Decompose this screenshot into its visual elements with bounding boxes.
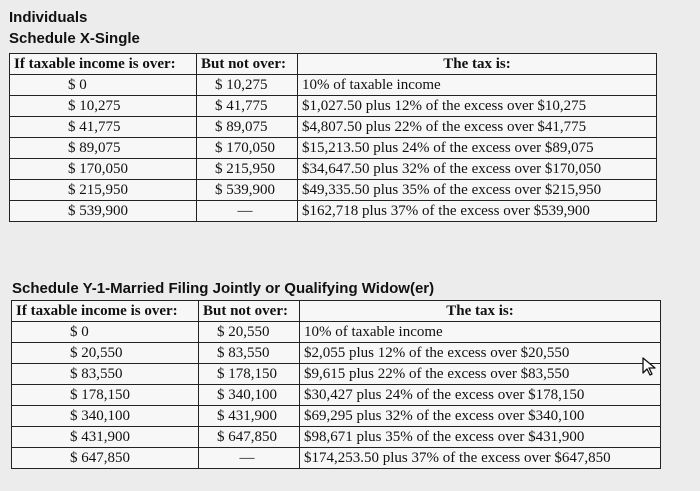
mouse-pointer-icon — [640, 354, 664, 378]
page-heading: Individuals — [9, 9, 88, 26]
table-row — [10, 75, 657, 96]
cell-not-over: $ 340,100 — [199, 385, 300, 406]
header-not-over: But not over: — [197, 54, 298, 75]
table-row — [10, 159, 657, 180]
cell-not-over: $ 20,550 — [199, 322, 300, 343]
table-row — [12, 448, 661, 469]
cell-over: $ 431,900 — [12, 427, 199, 448]
table-row — [12, 427, 661, 448]
cell-tax: $174,253.50 plus 37% of the excess over $647,850 — [300, 448, 661, 469]
cell-not-over: — — [199, 448, 300, 469]
cell-over: $ 340,100 — [12, 406, 199, 427]
cell-not-over: $ 170,050 — [197, 138, 298, 159]
cell-not-over: $ 539,900 — [197, 180, 298, 201]
cell-not-over: — — [197, 201, 298, 222]
cell-tax: $4,807.50 plus 22% of the excess over $41,775 — [298, 117, 657, 138]
header-tax: The tax is: — [298, 54, 657, 75]
cell-not-over: $ 83,550 — [199, 343, 300, 364]
cell-not-over: $ 215,950 — [197, 159, 298, 180]
table-row — [12, 322, 661, 343]
cell-not-over: $ 178,150 — [199, 364, 300, 385]
cell-tax: $162,718 plus 37% of the excess over $539,900 — [298, 201, 657, 222]
cell-tax: 10% of taxable income — [300, 322, 661, 343]
cell-tax: $2,055 plus 12% of the excess over $20,550 — [300, 343, 661, 364]
cell-not-over: $ 431,900 — [199, 406, 300, 427]
cell-not-over: $ 10,275 — [197, 75, 298, 96]
cell-tax: $98,671 plus 35% of the excess over $431,900 — [300, 427, 661, 448]
cell-over: $ 89,075 — [10, 138, 197, 159]
table-row — [12, 385, 661, 406]
cell-over: $ 0 — [12, 322, 199, 343]
cell-tax: $34,647.50 plus 32% of the excess over $170,050 — [298, 159, 657, 180]
table-header-row — [12, 301, 661, 322]
table-header-row — [10, 54, 657, 75]
table-row — [10, 117, 657, 138]
header-over: If taxable income is over: — [12, 301, 199, 322]
cell-over: $ 215,950 — [10, 180, 197, 201]
schedule-y1-title: Schedule Y-1-Married Filing Jointly or Qualifying Widow(er) — [12, 280, 435, 297]
header-over: If taxable income is over: — [10, 54, 197, 75]
cell-over: $ 170,050 — [10, 159, 197, 180]
schedule-x-title: Schedule X-Single — [9, 30, 140, 47]
cell-over: $ 10,275 — [10, 96, 197, 117]
cell-over: $ 0 — [10, 75, 197, 96]
table-row — [12, 406, 661, 427]
header-not-over: But not over: — [199, 301, 300, 322]
cell-tax: $15,213.50 plus 24% of the excess over $89,075 — [298, 138, 657, 159]
cell-over: $ 647,850 — [12, 448, 199, 469]
cell-tax: 10% of taxable income — [298, 75, 657, 96]
cell-tax: $49,335.50 plus 35% of the excess over $215,950 — [298, 180, 657, 201]
cell-over: $ 178,150 — [12, 385, 199, 406]
cell-not-over: $ 41,775 — [197, 96, 298, 117]
cell-tax: $30,427 plus 24% of the excess over $178,150 — [300, 385, 661, 406]
schedule-y1-table — [11, 300, 661, 469]
schedule-x-table — [9, 53, 657, 222]
cell-tax: $1,027.50 plus 12% of the excess over $10,275 — [298, 96, 657, 117]
cell-over: $ 539,900 — [10, 201, 197, 222]
table-row — [12, 343, 661, 364]
table-row — [10, 180, 657, 201]
table-row — [10, 201, 657, 222]
cell-tax: $9,615 plus 22% of the excess over $83,550 — [300, 364, 661, 385]
table-row — [10, 96, 657, 117]
cell-over: $ 20,550 — [12, 343, 199, 364]
header-tax: The tax is: — [300, 301, 661, 322]
cell-tax: $69,295 plus 32% of the excess over $340,100 — [300, 406, 661, 427]
table-row — [12, 364, 661, 385]
cell-not-over: $ 89,075 — [197, 117, 298, 138]
cell-over: $ 41,775 — [10, 117, 197, 138]
cell-not-over: $ 647,850 — [199, 427, 300, 448]
cell-over: $ 83,550 — [12, 364, 199, 385]
table-row — [10, 138, 657, 159]
